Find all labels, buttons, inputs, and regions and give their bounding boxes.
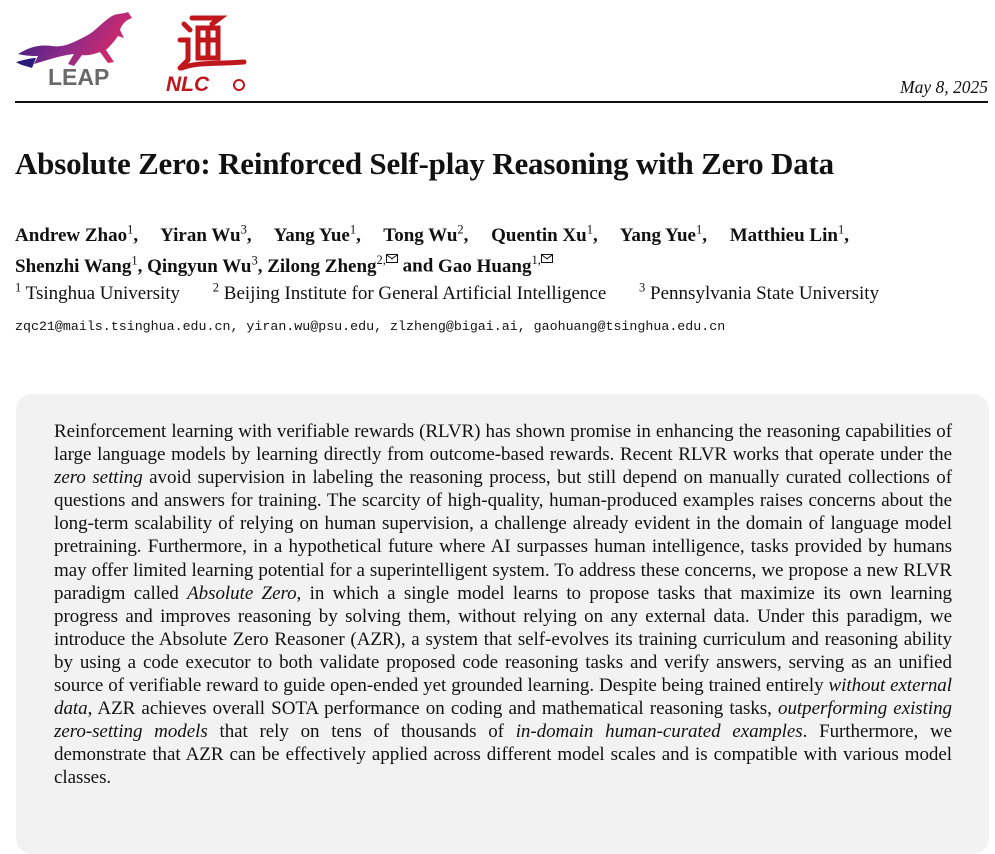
- authors-conjunction: and: [402, 255, 434, 277]
- publication-date: May 8, 2025: [900, 77, 988, 97]
- author: Tong Wu$^2$,: [383, 223, 469, 247]
- author: Gao Huang$^{1,}$: [438, 256, 553, 277]
- leap-logo: [14, 8, 139, 90]
- author: Andrew Zhao$^1$,: [15, 223, 139, 247]
- author: Qingyun Wu$^3$,: [147, 253, 263, 277]
- author: Matthieu Lin$^1$,: [729, 223, 849, 247]
- abstract-text: Reinforcement learning with verifiable rewards (RLVR) has shown promise in enhancing the reasoning capabilities of large language models by learning directly from outcome-based rewards. Recent RLVR works that operate under the zero setting avoid supervision in labeling the reasoning process, but still depend on manually curated collections of questions and answers for training. The scarcity of high-quality, human-produced examples raises concerns about the long-term scalability of relying on human supervision, a challenge already evident in the domain of language model pretraining. Furthermore, in a hypothetical future where AI surpasses human intelligence, tasks provided by humans may offer limited learning potential for a superintelligent system. To address these concerns, we propose a new RLVR paradigm called Absolute Zero, in which a single model learns to propose tasks that maximize its own learning progress and improves reasoning by solving them, without relying on any external data. Under this paradigm, we introduce the Absolute Zero Reasoner (AZR), a system that self-evolves its training curriculum and reasoning ability by using a code executor to both validate proposed code reasoning tasks and verify answers, serving as an unified source of verifiable reward to guide open-ended yet grounded learning. Despite being trained entirely without external data, AZR achieves overall SOTA performance on coding and mathematical reasoning tasks, outperforming existing zero-setting models that rely on tens of thousands of in-domain human-curated examples. Furthermore, we demonstrate that AZR can be effectively applied across different model scales and is compatible with various model classes.: [54, 421, 953, 789]
- envelope-icon: [541, 254, 553, 263]
- nlc-logo: [162, 10, 254, 94]
- author: Zilong Zheng$^{2,}$: [267, 256, 398, 277]
- affiliations: [15, 281, 990, 305]
- svg-text:LEAP: LEAP: [48, 64, 110, 90]
- author-list: [15, 218, 995, 279]
- affiliation: $^2$ Beijing Institute for General Artificial Intelligence: [212, 281, 607, 305]
- paper-title: Absolute Zero: Reinforced Self-play Reasoning with Zero Data: [15, 146, 834, 181]
- horse-icon: [18, 12, 132, 66]
- author: Shenzhi Wang$^1$,: [15, 253, 143, 277]
- svg-text:NLC: NLC: [166, 73, 210, 94]
- header-rule: [15, 101, 988, 103]
- author: Yang Yue$^1$,: [619, 223, 707, 247]
- page-header: [0, 0, 995, 104]
- envelope-icon: [386, 254, 398, 263]
- author: Yang Yue$^1$,: [273, 223, 361, 247]
- affiliation: $^3$ Pennsylvania State University: [639, 281, 880, 305]
- author: Quentin Xu$^1$,: [491, 223, 598, 247]
- author: Yiran Wu$^3$,: [160, 223, 252, 247]
- affiliation: $^1$ Tsinghua University: [15, 281, 181, 305]
- author-emails: zqc21@mails.tsinghua.edu.cn, yiran.wu@psu.edu, zlzheng@bigai.ai, gaohuang@tsinghua.edu.cn: [15, 319, 726, 334]
